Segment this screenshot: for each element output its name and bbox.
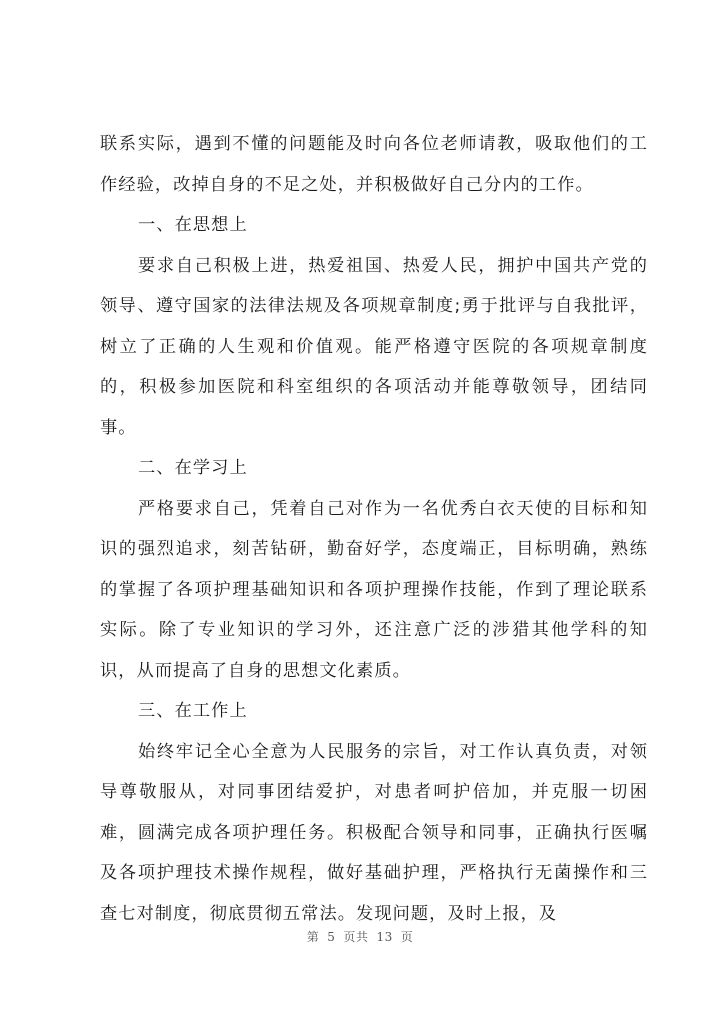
paragraph-thought: 要求自己积极上进，热爱祖国、热爱人民，拥护中国共产党的领导、遵守国家的法律法规及各项规章制度;勇于批评与自我批评，树立了正确的人生观和价值观。能严格遵守医院的各项规章制度的，积极参加医院和科室组织的各项活动并能尊敬领导，团结同事。 xyxy=(100,255,648,438)
document-body xyxy=(100,124,648,934)
paragraph-work: 始终牢记全心全意为人民服务的宗旨，对工作认真负责，对领导尊敬服从，对同事团结爱护，对患者呵护倍加，并克服一切困难，圆满完成各项护理任务。积极配合领导和同事，正确执行医嘱及各项护理技术操作规程，做好基础护理，严格执行无菌操作和三查七对制度，彻底贯彻五常法。发现问题，及时上报，及 xyxy=(100,741,648,924)
footer-middle: 页共 xyxy=(343,930,369,944)
footer-suffix: 页 xyxy=(400,930,414,944)
section-heading-work: 三、在工作上 xyxy=(138,701,248,721)
footer-prefix: 第 xyxy=(306,930,320,944)
footer-page-number: 5 xyxy=(327,930,336,944)
section-heading-thought: 一、在思想上 xyxy=(138,215,248,235)
paragraph-study: 严格要求自己，凭着自己对作为一名优秀白衣天使的目标和知识的强烈追求，刻苦钻研，勤奋好学，态度端正，目标明确，熟练的掌握了各项护理基础知识和各项护理操作技能，作到了理论联系实际。除了专业知识的学习外，还注意广泛的涉猎其他学科的知识，从而提高了自身的思想文化素质。 xyxy=(100,498,648,681)
paragraph-continuation: 联系实际，遇到不懂的问题能及时向各位老师请教，吸取他们的工作经验，改掉自身的不足之处，并积极做好自己分内的工作。 xyxy=(100,134,648,195)
section-heading-study: 二、在学习上 xyxy=(138,458,248,478)
page-footer xyxy=(0,928,720,945)
footer-total-pages: 13 xyxy=(376,930,393,944)
